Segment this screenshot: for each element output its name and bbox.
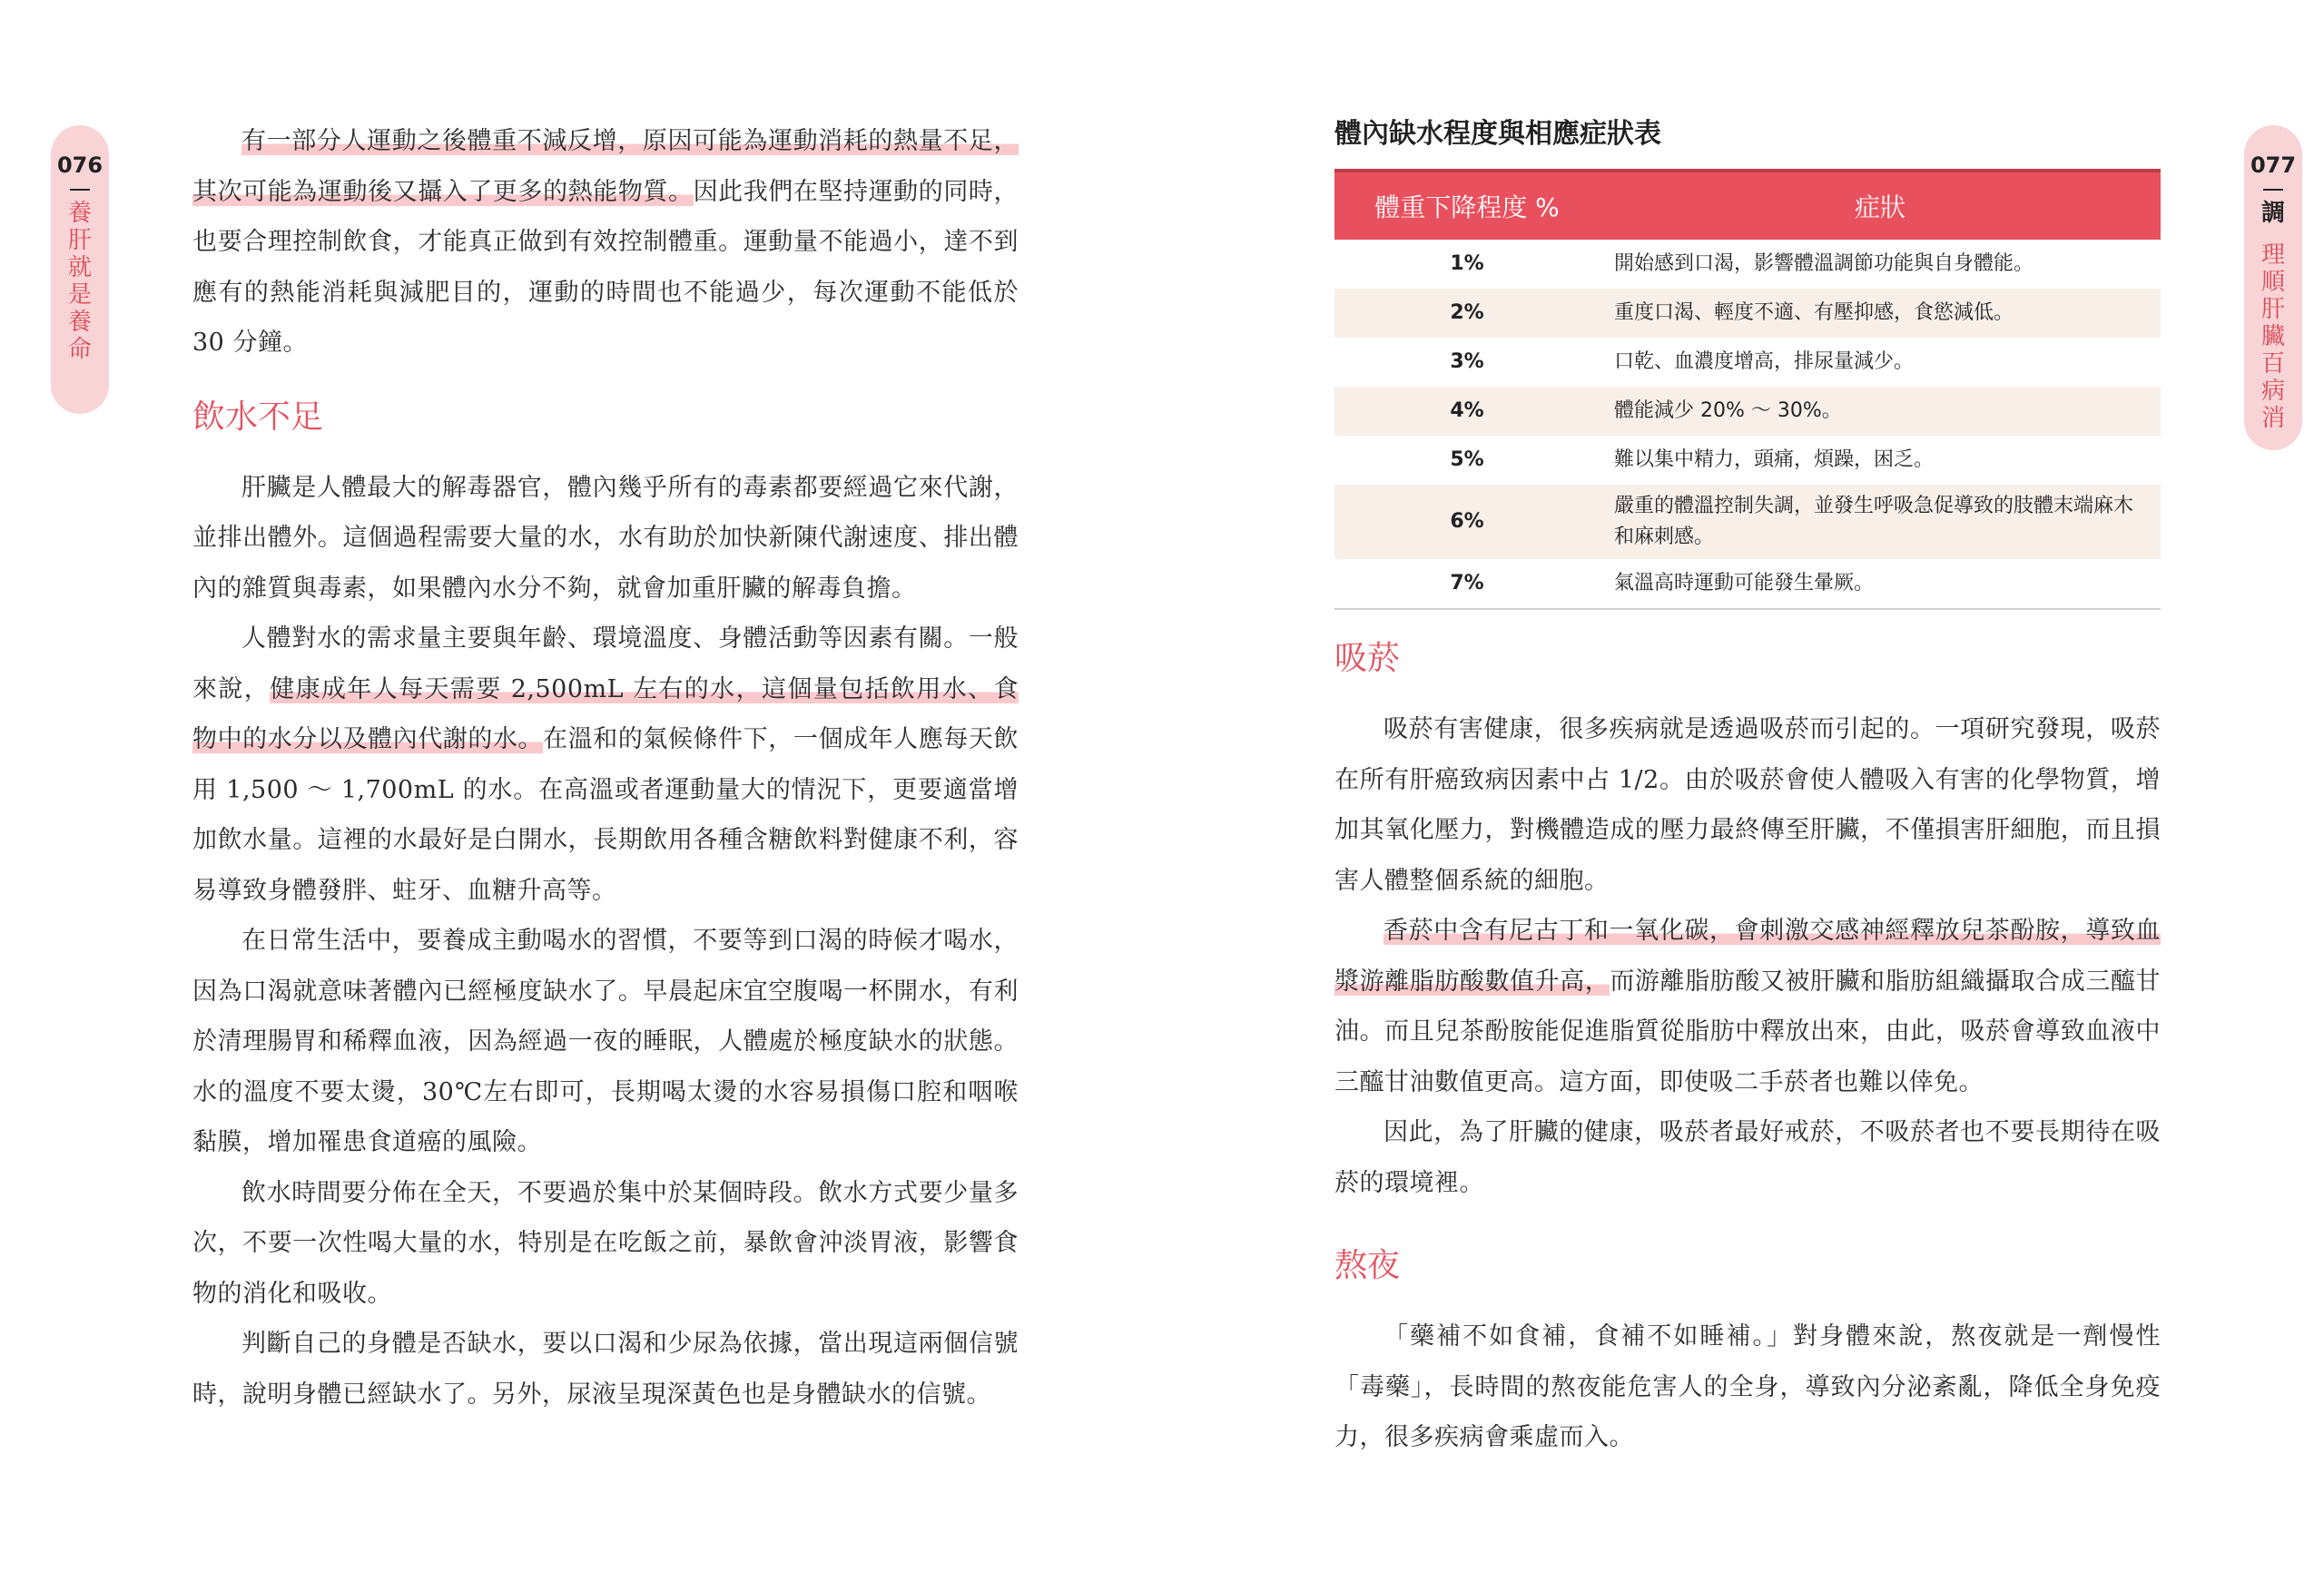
table-row xyxy=(1334,436,2161,485)
chapter-label-bold: 調 xyxy=(2260,200,2285,227)
paragraph: 「藥補不如食補，食補不如睡補。」對身體來說，熬夜就是一劑慢性「毒藥」，長時間的熬夜能危害人的全身，導致內分泌紊亂，降低全身免疫力，很多疾病會乘虛而入。 xyxy=(1334,1322,2161,1451)
paragraph: 因此，為了肝臟的健康，吸菸者最好戒菸，不吸菸者也不要長期待在吸菸的環境裡。 xyxy=(1334,1118,2161,1197)
table-cell-symptom: 口乾、血濃度增高，排尿量減少。 xyxy=(1614,350,1915,373)
table-cell-level: 4% xyxy=(1334,387,1600,436)
table-row xyxy=(1334,387,2161,436)
table-cell-symptom: 氣溫高時運動可能發生暈厥。 xyxy=(1600,559,2161,609)
section-title-water: 飲水不足 xyxy=(192,398,324,436)
table-cell-level: 3% xyxy=(1450,350,1484,373)
section-title-staying-up: 熬夜 xyxy=(1334,1247,1401,1284)
highlight-text: 健康成年人每天需要 2,500mL 左右的水，這個量包括飲用水、食物中的水分以及體內代謝的水。 xyxy=(192,674,1019,753)
paragraph: 香菸中含有尼古丁和一氧化碳，會刺激交感神經釋放兒茶酚胺，導致血漿游離脂肪酸數值升高，而游離脂肪酸又被肝臟和脂肪組織攝取合成三醯甘油。而且兒茶酚胺能促進脂質從脂肪中釋放出來，由此，吸菸會導致血液中三醯甘油數值更高。這方面，即使吸二手菸者也難以倖免。 xyxy=(1334,917,2161,1096)
paragraph: 人體對水的需求量主要與年齡、環境溫度、身體活動等因素有關。一般來說，健康成年人每天需要 2,500mL 左右的水，這個量包括飲用水、食物中的水分以及體內代謝的水。在溫和的氣候條件下，一個成年人應每天飲用 1,500 ～ 1,700mL 的水。在高溫或者運動量大的情況下，更要適當增加飲水量。這裡的水最好是白開水，長期飲用各種含糖飲料對健康不利，容易導致身體發胖、蛀牙、血糖升高等。 xyxy=(192,624,1019,905)
right-text-column xyxy=(1334,116,2161,1463)
tab-divider xyxy=(2263,189,2283,191)
table-cell-symptom: 難以集中精力，頭痛，煩躁，困乏。 xyxy=(1614,448,1935,471)
page-number: 077 xyxy=(2250,152,2297,178)
table-cell-symptom: 重度口渴、輕度不適、有壓抑感，食慾減低。 xyxy=(1600,289,2161,338)
table-row xyxy=(1334,240,2161,289)
highlight-text: 香菸中含有尼古丁和一氧化碳，會刺激交感神經釋放兒茶酚胺，導致血漿游離脂肪酸數值升高， xyxy=(1334,917,2161,996)
highlight-text: 有一部分人運動之後體重不減反增，原因可能為運動消耗的熱量不足，其次可能為運動後又攝入了更多的熱能物質。 xyxy=(192,127,1019,206)
table-header-symptom: 症狀 xyxy=(1600,171,2161,240)
table-cell-level: 7% xyxy=(1334,559,1600,609)
table-row xyxy=(1334,485,2161,559)
right-page xyxy=(1162,0,2324,1572)
intro-paragraph: 有一部分人運動之後體重不減反增，原因可能為運動消耗的熱量不足，其次可能為運動後又攝入了更多的熱能物質。因此我們在堅持運動的同時，也要合理控制飲食，才能真正做到有效控制體重。運動量不能過小，達不到應有的熱能消耗與減肥目的，運動的時間也不能過少，每次運動不能低於 30 分鐘。 xyxy=(192,127,1019,357)
table-row xyxy=(1334,289,2161,338)
dehydration-table xyxy=(1334,169,2161,610)
paragraph: 判斷自己的身體是否缺水，要以口渴和少尿為依據，當出現這兩個信號時，說明身體已經缺水了。另外，尿液呈現深黃色也是身體缺水的信號。 xyxy=(192,1330,1019,1409)
section-title-smoking: 吸菸 xyxy=(1334,640,1401,677)
table-cell-symptom: 嚴重的體溫控制失調，並發生呼吸急促導致的肢體末端麻木和麻刺感。 xyxy=(1600,485,2161,559)
table-cell-symptom: 體能減少 20% ～ 30%。 xyxy=(1600,387,2161,436)
table-row xyxy=(1334,338,2161,387)
left-text-column xyxy=(192,116,1019,1420)
table-header-level: 體重下降程度 % xyxy=(1334,171,1600,240)
side-chapter-tab xyxy=(2244,125,2302,450)
table-cell-symptom: 開始感到口渴，影響體溫調節功能與自身體能。 xyxy=(1614,252,2034,275)
paragraph: 飲水時間要分佈在全天，不要過於集中於某個時段。飲水方式要少量多次，不要一次性喝大量的水，特別是在吃飯之前，暴飲會沖淡胃液，影響食物的消化和吸收。 xyxy=(192,1178,1019,1308)
table-header-row xyxy=(1334,171,2161,240)
paragraph: 吸菸有害健康，很多疾病就是透過吸菸而引起的。一項研究發現，吸菸在所有肝癌致病因素中占 1/2。由於吸菸會使人體吸入有害的化學物質，增加其氧化壓力，對機體造成的壓力最終傳至肝臟，不僅損害肝細胞，而且損害人體整個系統的細胞。 xyxy=(1334,715,2161,895)
table-cell-level: 1% xyxy=(1450,252,1484,275)
chapter-label: 理順肝臟百病消 xyxy=(2260,241,2285,432)
chapter-label: 養肝就是養命 xyxy=(67,200,92,363)
table-row xyxy=(1334,559,2161,609)
table-cell-level: 2% xyxy=(1334,289,1600,338)
table-cell-level: 5% xyxy=(1450,448,1484,471)
table-cell-level: 6% xyxy=(1334,485,1600,559)
paragraph: 在日常生活中，要養成主動喝水的習慣，不要等到口渴的時候才喝水，因為口渴就意味著體內已經極度缺水了。早晨起床宜空腹喝一杯開水，有利於清理腸胃和稀釋血液，因為經過一夜的睡眠，人體處於極度缺水的狀態。水的溫度不要太燙，30℃左右即可，長期喝太燙的水容易損傷口腔和咽喉黏膜，增加罹患食道癌的風險。 xyxy=(192,927,1019,1156)
paragraph: 肝臟是人體最大的解毒器官，體內幾乎所有的毒素都要經過它來代謝，並排出體外。這個過程需要大量的水，水有助於加快新陳代謝速度、排出體內的雜質與毒素，如果體內水分不夠，就會加重肝臟的解毒負擔。 xyxy=(192,473,1019,603)
page-number: 076 xyxy=(56,152,103,178)
tab-divider xyxy=(70,189,90,191)
table-title: 體內缺水程度與相應症狀表 xyxy=(1334,118,1661,150)
side-chapter-tab xyxy=(51,125,109,414)
